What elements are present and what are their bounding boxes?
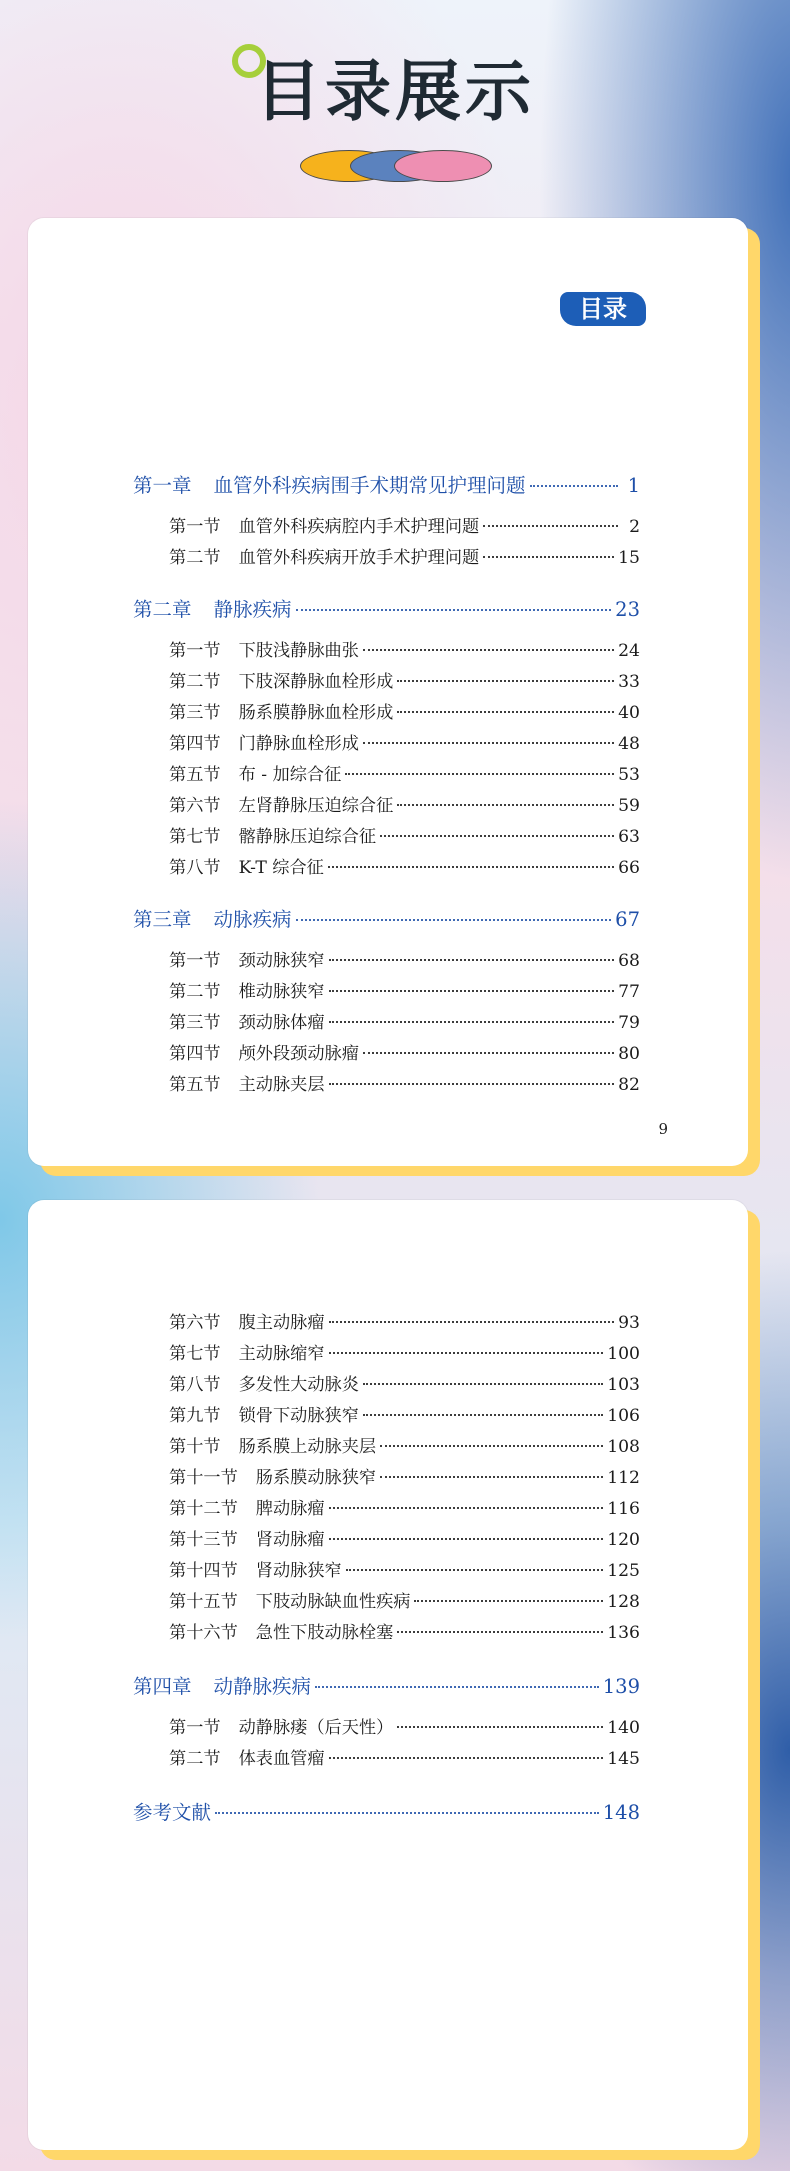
toc-entry-page: 63 bbox=[618, 827, 640, 847]
toc-section-entry bbox=[133, 1713, 640, 1738]
pink-oval bbox=[394, 150, 492, 182]
toc-entry-page: 80 bbox=[618, 1044, 640, 1064]
toc-entry-number: 第十四节 bbox=[169, 1561, 238, 1581]
toc-section-entry bbox=[133, 1070, 640, 1095]
toc-entry-number: 第二节 bbox=[169, 982, 221, 1002]
toc-entry-page: 106 bbox=[607, 1406, 640, 1426]
toc-entry-number: 第三节 bbox=[169, 703, 221, 723]
dot-leader bbox=[363, 742, 614, 744]
decorative-ovals bbox=[300, 150, 500, 184]
toc-entry-page: 23 bbox=[615, 598, 640, 621]
dot-leader bbox=[414, 1600, 603, 1602]
toc-entry-number: 第一章 bbox=[133, 474, 192, 497]
toc-entry-title: 多发性大动脉炎 bbox=[238, 1375, 359, 1395]
toc-entry-number: 第八节 bbox=[169, 1375, 221, 1395]
toc-entry-title: 血管外科疾病开放手术护理问题 bbox=[238, 548, 480, 568]
toc-entry-number: 第十节 bbox=[169, 1437, 221, 1457]
toc-chapter-entry bbox=[133, 1671, 640, 1699]
toc-entry-title: 参考文献 bbox=[133, 1801, 212, 1824]
toc-entry-number: 第十二节 bbox=[169, 1499, 238, 1519]
toc-entry-title: 肠系膜上动脉夹层 bbox=[238, 1437, 377, 1457]
toc-entry-title: 急性下肢动脉栓塞 bbox=[255, 1623, 394, 1643]
toc-entry-number: 第二章 bbox=[133, 598, 192, 621]
toc-entry-page: 140 bbox=[607, 1718, 640, 1738]
dot-leader bbox=[380, 1476, 603, 1478]
toc-entry-page: 66 bbox=[618, 858, 640, 878]
toc-entry-number: 第六节 bbox=[169, 796, 221, 816]
toc-entry-title: 腹主动脉瘤 bbox=[238, 1313, 325, 1333]
toc-section-entry bbox=[133, 1432, 640, 1457]
toc-entry-title: 肾动脉狭窄 bbox=[255, 1561, 342, 1581]
toc-entry-title: 动静脉疾病 bbox=[213, 1675, 312, 1698]
toc-section-entry bbox=[133, 1587, 640, 1612]
toc-entry-number: 第一节 bbox=[169, 951, 221, 971]
dot-leader bbox=[296, 919, 612, 921]
toc-entry-page: 67 bbox=[615, 908, 640, 931]
dot-leader bbox=[397, 1631, 603, 1633]
toc-card-2 bbox=[28, 1200, 748, 2150]
toc-entry-number: 第十一节 bbox=[169, 1468, 238, 1488]
dot-leader bbox=[397, 804, 614, 806]
toc-entry-title: 脾动脉瘤 bbox=[255, 1499, 325, 1519]
dot-leader bbox=[315, 1686, 599, 1688]
toc-entry-title: 左肾静脉压迫综合征 bbox=[238, 796, 394, 816]
toc-entry-page: 79 bbox=[618, 1013, 640, 1033]
toc-entry-page: 116 bbox=[607, 1499, 640, 1519]
toc-entry-title: K-T 综合征 bbox=[238, 858, 324, 878]
dot-leader bbox=[329, 990, 615, 992]
toc-entry-page: 53 bbox=[618, 765, 640, 785]
toc-entry-title: 下肢动脉缺血性疾病 bbox=[255, 1592, 411, 1612]
dot-leader bbox=[329, 1352, 604, 1354]
dot-leader bbox=[397, 680, 614, 682]
dot-leader bbox=[483, 556, 614, 558]
toc-section-entry bbox=[133, 977, 640, 1002]
toc-section-entry bbox=[133, 512, 640, 537]
toc-section-entry bbox=[133, 946, 640, 971]
toc-section-entry bbox=[133, 760, 640, 785]
toc-card-1 bbox=[28, 218, 748, 1166]
toc-section-entry bbox=[133, 1463, 640, 1488]
dot-leader bbox=[328, 866, 614, 868]
toc-entry-number: 第一节 bbox=[169, 1718, 221, 1738]
toc-entry-page: 93 bbox=[618, 1313, 640, 1333]
toc-entry-title: 静脉疾病 bbox=[213, 598, 292, 621]
toc-entry-number: 第三章 bbox=[133, 908, 192, 931]
toc-entry-number: 第六节 bbox=[169, 1313, 221, 1333]
toc-entry-title: 肠系膜动脉狭窄 bbox=[255, 1468, 377, 1488]
toc-entry-number: 第二节 bbox=[169, 1749, 221, 1769]
toc-entry-title: 颈动脉狭窄 bbox=[238, 951, 325, 971]
toc-section-entry bbox=[133, 698, 640, 723]
toc-entry-title: 锁骨下动脉狭窄 bbox=[238, 1406, 359, 1426]
toc-entry-title: 颅外段颈动脉瘤 bbox=[238, 1044, 359, 1064]
toc-section-entry bbox=[133, 1618, 640, 1643]
toc-entry-page: 68 bbox=[618, 951, 640, 971]
toc-entry-page: 59 bbox=[618, 796, 640, 816]
toc-entry-page: 40 bbox=[618, 703, 640, 723]
toc-entry-page: 1 bbox=[627, 474, 640, 497]
toc-section-entry bbox=[133, 1744, 640, 1769]
toc-entry-number: 第七节 bbox=[169, 827, 221, 847]
toc-section-entry bbox=[133, 1370, 640, 1395]
toc-entry-title: 血管外科疾病腔内手术护理问题 bbox=[238, 517, 480, 537]
toc-chapter-entry bbox=[133, 594, 640, 622]
toc-entry-page: 103 bbox=[607, 1375, 640, 1395]
toc-entry-number: 第二节 bbox=[169, 672, 221, 692]
dot-leader bbox=[380, 835, 614, 837]
toc-entry-number: 第五节 bbox=[169, 765, 221, 785]
toc-entry-title: 主动脉缩窄 bbox=[238, 1344, 325, 1364]
dot-leader bbox=[530, 485, 618, 487]
toc-badge: 目录 bbox=[560, 292, 646, 326]
dot-leader bbox=[345, 773, 614, 775]
toc-entry-page: 139 bbox=[602, 1675, 640, 1698]
dot-leader bbox=[363, 1383, 603, 1385]
toc-list-1 bbox=[133, 470, 640, 1095]
toc-entry-number: 第九节 bbox=[169, 1406, 221, 1426]
toc-entry-page: 24 bbox=[618, 641, 640, 661]
dot-leader bbox=[329, 1021, 615, 1023]
toc-entry-title: 髂静脉压迫综合征 bbox=[238, 827, 377, 847]
toc-entry-page: 77 bbox=[618, 982, 640, 1002]
toc-entry-number: 第三节 bbox=[169, 1013, 221, 1033]
toc-entry-title: 布 - 加综合征 bbox=[238, 765, 342, 785]
dot-leader bbox=[363, 649, 614, 651]
toc-entry-title: 动静脉瘘（后天性） bbox=[238, 1718, 394, 1738]
toc-section-entry bbox=[133, 1008, 640, 1033]
dot-leader bbox=[329, 1321, 615, 1323]
toc-section-entry bbox=[133, 729, 640, 754]
toc-section-entry bbox=[133, 822, 640, 847]
dot-leader bbox=[363, 1414, 603, 1416]
toc-section-entry bbox=[133, 1401, 640, 1426]
toc-section-entry bbox=[133, 636, 640, 661]
toc-entry-page: 148 bbox=[602, 1801, 640, 1824]
toc-section-entry bbox=[133, 1494, 640, 1519]
toc-entry-title: 体表血管瘤 bbox=[238, 1749, 325, 1769]
dot-leader bbox=[329, 1083, 615, 1085]
toc-entry-number: 第七节 bbox=[169, 1344, 221, 1364]
toc-section-entry bbox=[133, 1556, 640, 1581]
dot-leader bbox=[329, 1538, 604, 1540]
dot-leader bbox=[397, 1726, 603, 1728]
toc-entry-number: 第四节 bbox=[169, 1044, 221, 1064]
toc-entry-title: 门静脉血栓形成 bbox=[238, 734, 359, 754]
toc-section-entry bbox=[133, 853, 640, 878]
dot-leader bbox=[380, 1445, 603, 1447]
dot-leader bbox=[215, 1812, 599, 1814]
dot-leader bbox=[363, 1052, 614, 1054]
toc-entry-number: 第十五节 bbox=[169, 1592, 238, 1612]
toc-section-entry bbox=[133, 791, 640, 816]
toc-entry-page: 108 bbox=[607, 1437, 640, 1457]
toc-entry-title: 肠系膜静脉血栓形成 bbox=[238, 703, 394, 723]
toc-entry-number: 第四章 bbox=[133, 1675, 192, 1698]
toc-entry-title: 下肢深静脉血栓形成 bbox=[238, 672, 394, 692]
toc-chapter-entry bbox=[133, 1797, 640, 1825]
toc-entry-title: 动脉疾病 bbox=[213, 908, 292, 931]
toc-entry-number: 第四节 bbox=[169, 734, 221, 754]
toc-entry-page: 112 bbox=[607, 1468, 640, 1488]
dot-leader bbox=[329, 1757, 604, 1759]
toc-section-entry bbox=[133, 543, 640, 568]
toc-section-entry bbox=[133, 667, 640, 692]
toc-entry-page: 48 bbox=[618, 734, 640, 754]
toc-entry-number: 第八节 bbox=[169, 858, 221, 878]
toc-entry-title: 下肢浅静脉曲张 bbox=[238, 641, 359, 661]
toc-entry-page: 125 bbox=[607, 1561, 640, 1581]
toc-entry-title: 血管外科疾病围手术期常见护理问题 bbox=[213, 474, 526, 497]
toc-section-entry bbox=[133, 1339, 640, 1364]
toc-entry-page: 128 bbox=[607, 1592, 640, 1612]
toc-entry-page: 136 bbox=[607, 1623, 640, 1643]
toc-entry-number: 第二节 bbox=[169, 548, 221, 568]
page-title: 目录展示 bbox=[255, 53, 535, 130]
dot-leader bbox=[296, 609, 612, 611]
toc-entry-title: 肾动脉瘤 bbox=[255, 1530, 325, 1550]
toc-entry-title: 主动脉夹层 bbox=[238, 1075, 325, 1095]
toc-section-entry bbox=[133, 1525, 640, 1550]
dot-leader bbox=[329, 959, 615, 961]
dot-leader bbox=[346, 1569, 603, 1571]
dot-leader bbox=[329, 1507, 604, 1509]
toc-entry-number: 第十三节 bbox=[169, 1530, 238, 1550]
toc-chapter-entry bbox=[133, 470, 640, 498]
toc-entry-page: 145 bbox=[607, 1749, 640, 1769]
toc-entry-page: 120 bbox=[607, 1530, 640, 1550]
toc-entry-page: 2 bbox=[629, 517, 640, 537]
toc-entry-title: 椎动脉狭窄 bbox=[238, 982, 325, 1002]
toc-entry-page: 33 bbox=[618, 672, 640, 692]
toc-section-entry bbox=[133, 1039, 640, 1064]
page-number: 9 bbox=[658, 1120, 668, 1138]
toc-entry-number: 第五节 bbox=[169, 1075, 221, 1095]
toc-entry-page: 100 bbox=[607, 1344, 640, 1364]
toc-entry-page: 82 bbox=[618, 1075, 640, 1095]
toc-section-entry bbox=[133, 1308, 640, 1333]
toc-chapter-entry bbox=[133, 904, 640, 932]
toc-entry-number: 第一节 bbox=[169, 641, 221, 661]
toc-entry-number: 第一节 bbox=[169, 517, 221, 537]
dot-leader bbox=[397, 711, 614, 713]
toc-entry-page: 15 bbox=[618, 548, 640, 568]
dot-leader bbox=[483, 525, 618, 527]
toc-list-2 bbox=[133, 1308, 640, 1825]
toc-entry-number: 第十六节 bbox=[169, 1623, 238, 1643]
toc-entry-title: 颈动脉体瘤 bbox=[238, 1013, 325, 1033]
